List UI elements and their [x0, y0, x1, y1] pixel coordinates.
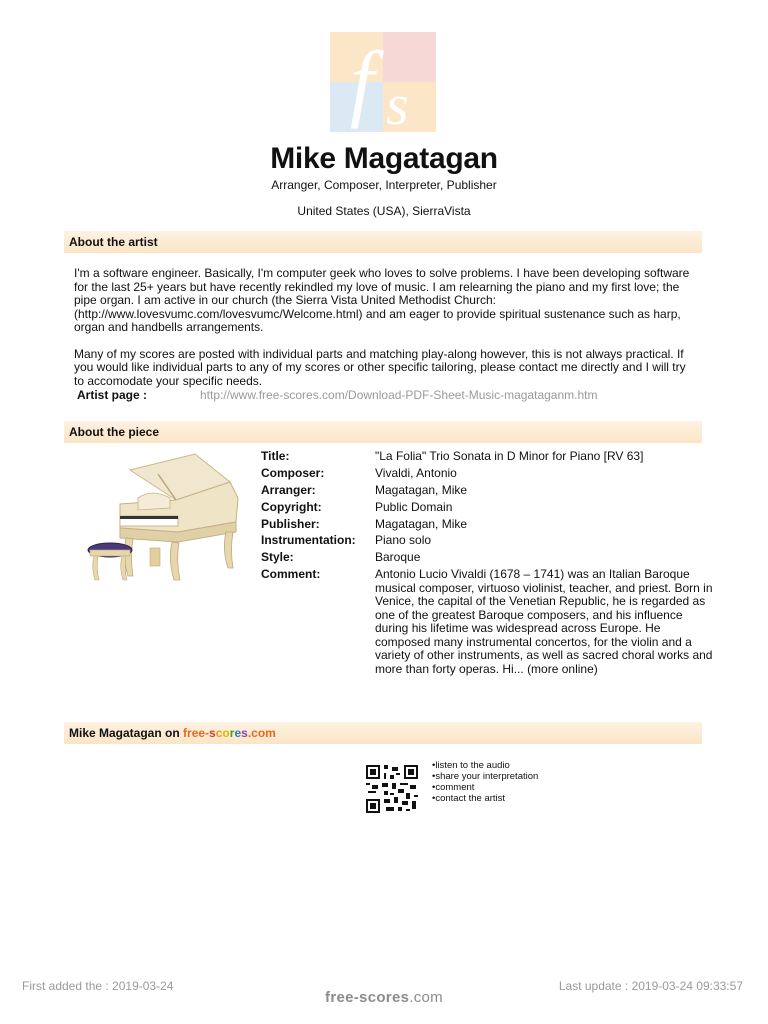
brand-suffix: .com [247, 726, 276, 740]
piece-composer: Vivaldi, Antonio [375, 465, 457, 480]
footer-logo-suffix: .com [409, 989, 443, 1006]
piece-copyright: Public Domain [375, 499, 453, 514]
piece-metadata [261, 450, 716, 680]
piece-field-publisher [261, 518, 716, 532]
piece-title: "La Folia" Trio Sonata in D Minor for Piano [RV 63] [375, 449, 644, 463]
about-piece-heading: About the piece [64, 421, 702, 443]
artist-page-link[interactable]: http://www.free-scores.com/Download-PDF-Sheet-Music-magataganm.htm [200, 388, 598, 402]
svg-text:s: s [386, 72, 409, 132]
first-added-date: First added the : 2019-03-24 [22, 979, 174, 993]
brand-letter: r [229, 726, 235, 740]
grand-piano-icon [80, 452, 250, 592]
field-label: Composer: [261, 465, 325, 480]
piece-field-style [261, 551, 716, 565]
artist-location: United States (USA), SierraVista [297, 204, 471, 218]
field-label: Publisher: [261, 516, 320, 531]
artist-on-site-heading [64, 722, 702, 744]
about-artist-paragraph-1: I'm a software engineer. Basically, I'm computer geek who loves to solve problems. I have been developing software for the last 25+ years but have recently rekindled my love of music. I am relearning the piano and my first love; the pipe organ. I am active in our church (the Sierra Vista United Methodist Church: (http://www.lovesvumc.com/lovesvumc/Welcome.html) and am eager to provide spiritual sustenance such as harp, organ and handbells arrangements. [74, 266, 690, 334]
last-update-date: Last update : 2019-03-24 09:33:57 [558, 979, 743, 993]
piece-field-instrumentation [261, 534, 716, 548]
feature-share: • share your interpretation [432, 771, 538, 782]
piece-field-title [261, 450, 716, 464]
svg-text:f: f [350, 33, 374, 129]
qr-code-icon[interactable] [366, 765, 418, 813]
piece-style: Baroque [375, 550, 421, 565]
brand-letter: c [215, 726, 223, 740]
about-artist-paragraph-2: Many of my scores are posted with individual parts and matching play-along however, this is not always practical. If you would like individual parts to any of my scores or other specific tailoring, please contact me directly and I will try to accomodate your specific needs. [74, 346, 686, 388]
brand-free: free- [183, 726, 210, 740]
brand-letter: o [222, 726, 230, 740]
piece-field-arranger [261, 484, 716, 498]
field-label: Title: [261, 449, 290, 463]
footer-logo [0, 989, 768, 1006]
piece-comment: Antonio Lucio Vivaldi (1678 – 1741) was an Italian Baroque musical composer, virtuoso violinist, teacher, and priest. Born in Venice, the capital of the Venetian Republic, he is regarded as one of the greatest Baroque composers, and his influence during his lifetime was widespread across Europe. He composed many instrumental concertos, for the violin and a variety of other instruments, as well as sacred choral works and more than forty operas. Hi... (more online) [375, 567, 713, 676]
piece-instrumentation: Piano solo [375, 533, 432, 548]
feature-comment: • comment [432, 782, 538, 793]
field-label: Comment: [261, 567, 321, 582]
brand-letter: s [209, 726, 216, 740]
brand-letter: e [234, 726, 242, 740]
piece-field-composer [261, 467, 716, 481]
piece-publisher: Magatagan, Mike [375, 516, 468, 531]
piece-arranger: Magatagan, Mike [375, 482, 468, 497]
piece-field-comment [261, 568, 716, 676]
field-label: Style: [261, 550, 294, 565]
feature-listen: • listen to the audio [432, 760, 538, 771]
field-label: Arranger: [261, 482, 316, 497]
artist-roles: Arranger, Composer, Interpreter, Publisher [271, 178, 497, 192]
field-label: Copyright: [261, 499, 322, 514]
feature-contact: • contact the artist [432, 793, 538, 804]
field-label: Instrumentation: [261, 533, 356, 548]
footer-logo-main: free-scores [325, 989, 410, 1006]
artist-name: Mike Magatagan [270, 142, 498, 175]
on-site-prefix: Mike Magatagan on [69, 726, 184, 740]
site-features-list [432, 760, 538, 804]
brand-letter: s [241, 726, 248, 740]
piece-field-copyright [261, 501, 716, 515]
artist-page-label: Artist page : [77, 388, 148, 402]
about-artist-heading: About the artist [64, 231, 702, 253]
about-artist-text [74, 267, 694, 401]
free-scores-logo-icon [330, 32, 436, 132]
